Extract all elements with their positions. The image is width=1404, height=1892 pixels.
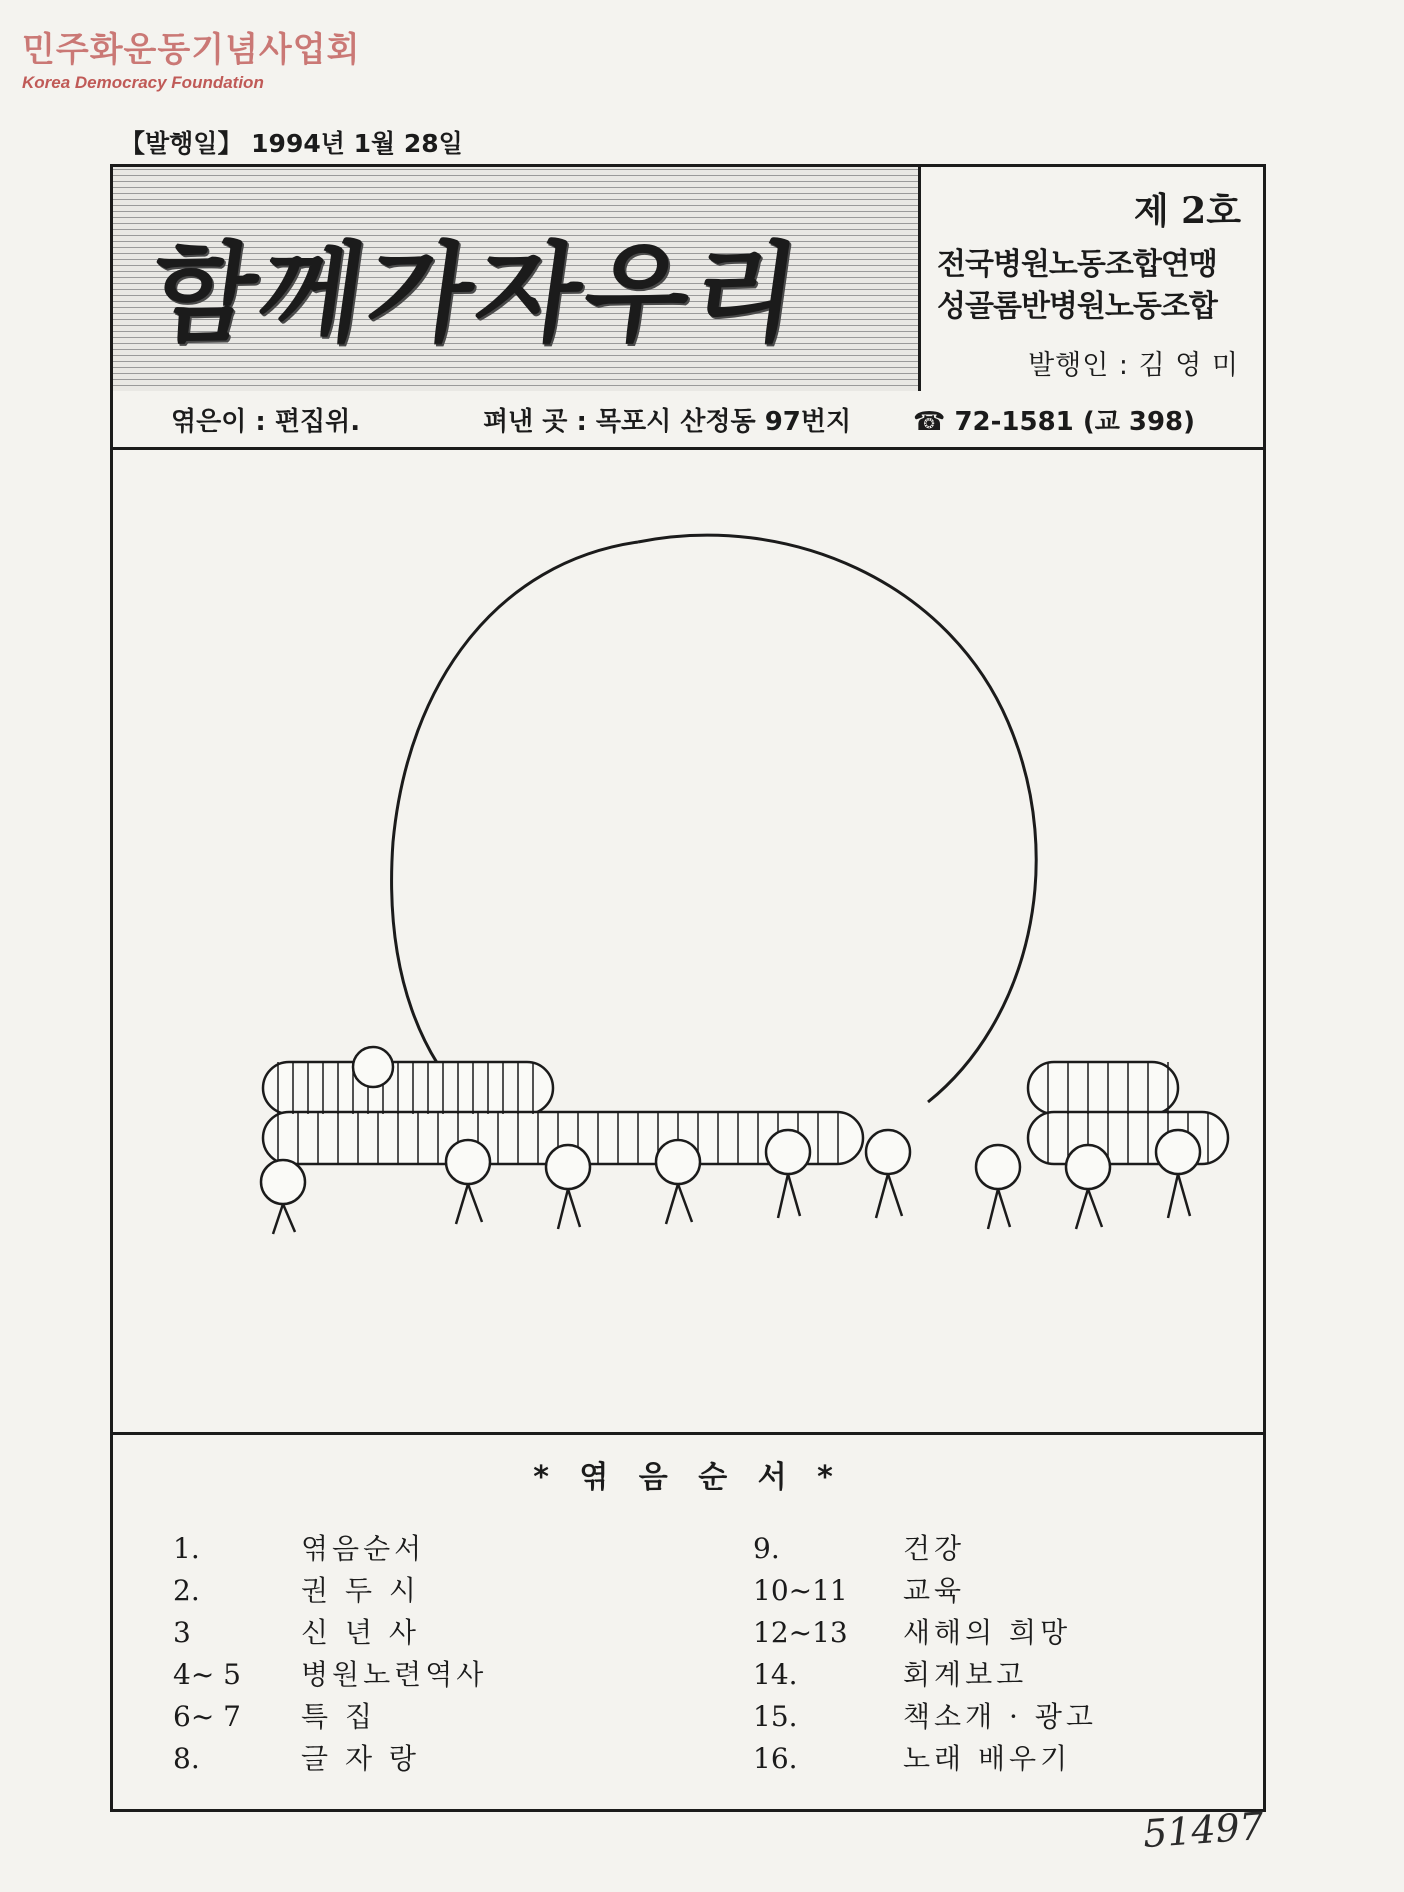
toc-entry	[753, 1569, 1097, 1611]
toc-divider	[113, 1432, 1263, 1435]
toc-title: * 엮 음 순 서 *	[533, 1460, 843, 1495]
toc-label: 신 년 사	[301, 1616, 420, 1649]
title-box	[113, 167, 921, 394]
toc-label: 병원노련역사	[301, 1658, 488, 1691]
issue-number: 제 2호	[1133, 190, 1241, 232]
toc-label: 회계보고	[903, 1658, 1028, 1691]
org-line-1: 전국병원노동조합연맹	[937, 247, 1217, 282]
toc-page: 14.	[753, 1658, 798, 1691]
handwritten-number: 51497	[1141, 1803, 1266, 1857]
toc-label: 교육	[903, 1574, 966, 1607]
watermark-korean: 민주화운동기념사업회	[22, 30, 361, 70]
toc-entry	[173, 1569, 487, 1611]
info-box	[921, 167, 1263, 394]
toc-page: 12~13	[753, 1616, 848, 1649]
toc-label: 새해의 희망	[903, 1616, 1072, 1649]
toc-page: 8.	[173, 1742, 200, 1775]
editor-label: 엮은이 : 편집위.	[171, 407, 361, 437]
toc-right-column	[753, 1527, 1097, 1779]
toc-entry	[173, 1527, 487, 1569]
illustration-people-carrying-sun	[168, 462, 1248, 1242]
toc-page: 4~ 5	[173, 1658, 241, 1691]
toc-label: 특 집	[301, 1700, 376, 1733]
toc-page: 3	[173, 1616, 191, 1649]
toc-page: 1.	[173, 1532, 200, 1565]
toc-page: 16.	[753, 1742, 798, 1775]
publication-info-line	[113, 391, 1263, 450]
toc-entry	[753, 1527, 1097, 1569]
watermark	[22, 22, 360, 93]
toc-left-column	[173, 1527, 487, 1779]
toc-page: 15.	[753, 1700, 798, 1733]
toc-label: 건강	[903, 1532, 966, 1565]
issue-date: 【발행일】 1994년 1월 28일	[120, 129, 463, 158]
toc-entry	[753, 1653, 1097, 1695]
masthead-frame	[110, 164, 1266, 1812]
org-line-2: 성골롬반병원노동조합	[937, 289, 1217, 324]
phone-number: ☎ 72-1581 (교 398)	[913, 407, 1196, 437]
newsletter-title: 함께가자우리	[142, 231, 811, 357]
toc-label: 권 두 시	[301, 1574, 420, 1607]
toc-entry	[753, 1695, 1097, 1737]
toc-label: 책소개 · 광고	[903, 1700, 1097, 1733]
toc-page: 10~11	[753, 1574, 848, 1607]
publish-place: 펴낸 곳 : 목포시 산정동 97번지	[483, 407, 852, 437]
toc-entry	[173, 1653, 487, 1695]
toc-page: 6~ 7	[173, 1700, 241, 1733]
toc-label: 엮음순서	[301, 1532, 426, 1565]
toc-label: 노래 배우기	[903, 1742, 1072, 1775]
publisher: 발행인 : 김 영 미	[1028, 350, 1239, 381]
toc-page: 9.	[753, 1532, 780, 1565]
toc-entry	[173, 1737, 487, 1779]
toc-label: 글 자 랑	[301, 1742, 420, 1775]
toc-entry	[753, 1737, 1097, 1779]
toc-entry	[173, 1611, 487, 1653]
toc-page: 2.	[173, 1574, 200, 1607]
toc-entry	[173, 1695, 487, 1737]
toc-entry	[753, 1611, 1097, 1653]
watermark-english: Korea Democracy Foundation	[22, 73, 264, 92]
